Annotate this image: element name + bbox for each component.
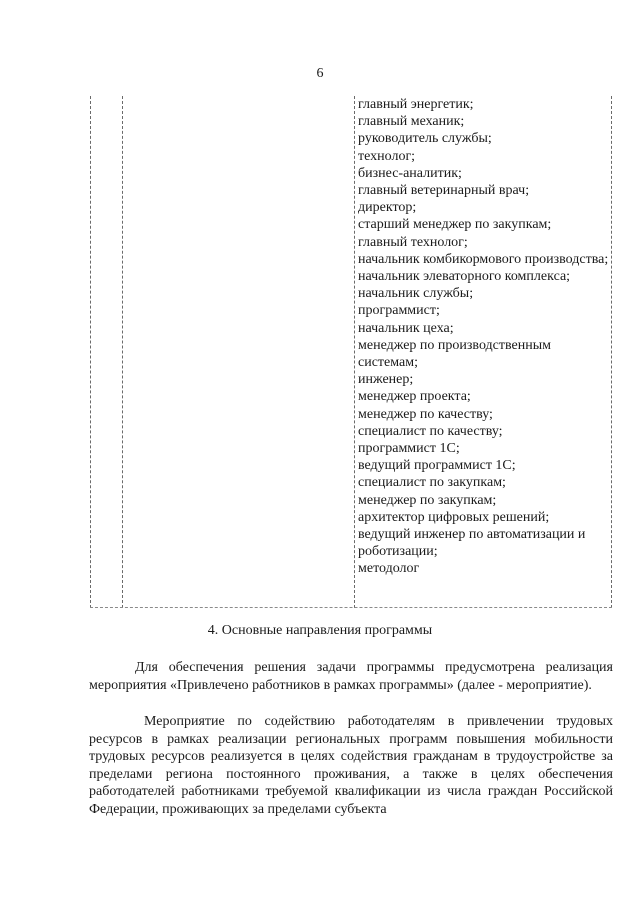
list-item: начальник службы;: [358, 286, 474, 302]
body-paragraph: Для обеспечения решения задачи программы предусмотрена реализация мероприятия «Привлечено работников в рамках программы» (далее - мероприятие).: [89, 660, 613, 693]
list-item: главный ветеринарный врач;: [358, 183, 530, 199]
list-item: главный механик;: [358, 114, 465, 130]
list-item: директор;: [358, 200, 417, 216]
list-item: менеджер по качеству;: [358, 406, 493, 422]
list-item: программист;: [358, 303, 440, 319]
list-item: программист 1С;: [358, 441, 460, 457]
list-item: начальник комбикормового производства;: [358, 251, 609, 267]
list-item: руководитель службы;: [358, 131, 492, 147]
list-item: архитектор цифровых решений;: [358, 509, 550, 525]
list-item: бизнес-аналитик;: [358, 165, 462, 181]
body-paragraph: Мероприятие по содействию работодателям в привлечении трудовых ресурсов в рамках реализации региональных программ повышения мобильности трудовых ресурсов реализуется в целях содействия гражданам в трудоустройстве за пределами региона постоянного проживания, а также в целях обеспечения работодателей работниками требуемой квалификации из числа граждан Российской Федерации, проживающих за пределами субъекта: [89, 714, 613, 817]
list-item: менеджер по закупкам;: [358, 492, 497, 508]
list-item: методолог: [358, 561, 420, 577]
table-border-bottom: [90, 607, 612, 608]
list-item: главный технолог;: [358, 234, 468, 250]
list-item: менеджер проекта;: [358, 389, 471, 405]
list-item: начальник цеха;: [358, 320, 454, 336]
list-item: менеджер по производственным системам;: [358, 337, 551, 371]
list-item: старший менеджер по закупкам;: [358, 217, 552, 233]
list-item: начальник элеваторного комплекса;: [358, 269, 571, 285]
list-item: ведущий программист 1С;: [358, 458, 516, 474]
list-item: главный энергетик;: [358, 97, 474, 112]
table-column-divider-2: [354, 96, 355, 608]
table-border-left: [90, 96, 91, 608]
table-column-divider-1: [122, 96, 123, 608]
job-title-list: [358, 96, 610, 578]
list-item: ведущий инженер по автоматизации и роботизации;: [358, 527, 586, 560]
job-table: [90, 96, 612, 608]
list-item: специалист по качеству;: [358, 423, 503, 439]
table-border-right: [611, 96, 612, 608]
list-item: инженер;: [358, 372, 414, 388]
list-item: технолог;: [358, 148, 416, 164]
page-number: 6: [316, 66, 324, 81]
list-item: специалист по закупкам;: [358, 475, 506, 491]
section-heading: 4. Основные направления программы: [207, 623, 433, 638]
